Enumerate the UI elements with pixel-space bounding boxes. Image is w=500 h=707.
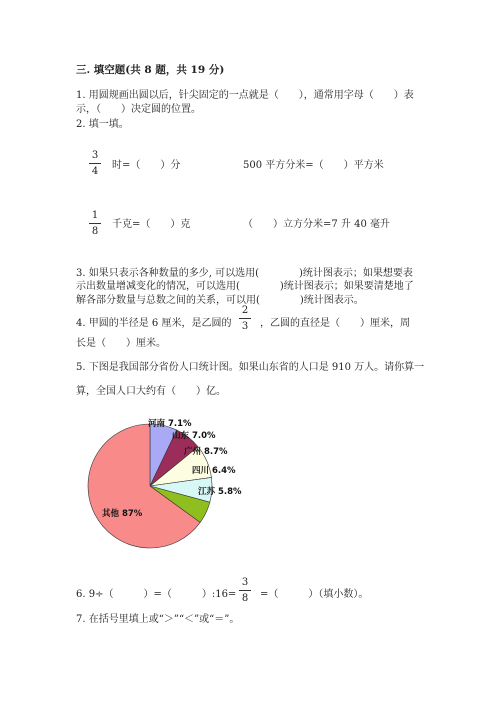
pie-slice-label-1: 山东 7.0% — [172, 431, 216, 441]
pie-slice-label-3: 四川 6.4% — [192, 466, 236, 476]
question-6-text-1: 6. 9÷（ ）=（ ）:16= — [76, 589, 237, 600]
question-6-text-2: =（ ）（填小数）。 — [260, 589, 369, 600]
question-5-line-2: 算，全国人口大约有（ ）亿。 — [76, 386, 226, 397]
question-2-item-4: （ ）立方分米=7 升 40 毫升 — [243, 219, 391, 230]
question-7-line-1: 7. 在括号里填上或“＞”“＜”或“＝”。 — [76, 614, 240, 625]
question-4-line-2: 长是（ ）厘米。 — [76, 338, 166, 349]
question-2-fraction-2 — [88, 211, 102, 237]
question-4-text-2: ，乙圆的直径是（ ）厘米，周 — [260, 318, 410, 329]
pie-slice-label-0: 河南 7.1% — [148, 419, 192, 429]
pie-slice-label-2: 广州 8.7% — [184, 447, 228, 457]
question-3-line-2: 示出数量增减变化的情况，可以选用( )统计图表示；如果要清楚地了 — [76, 281, 414, 292]
fraction-denominator: 3 — [241, 321, 249, 332]
fraction-numerator: 3 — [241, 577, 249, 588]
fraction-numerator: 3 — [91, 150, 99, 161]
fraction-denominator: 4 — [91, 166, 99, 177]
question-6-fraction — [238, 578, 252, 604]
pie-slice-label-5: 其他 87% — [102, 509, 143, 519]
question-2-heading: 2. 填一填。 — [76, 119, 129, 130]
question-1-line-1: 1. 用圆规画出圆以后，针尖固定的一点就是（ ），通常用字母（ ）表 — [76, 90, 414, 101]
pie-slice-label-4: 江苏 5.8% — [198, 487, 242, 497]
fraction-denominator: 8 — [91, 226, 99, 237]
question-1-line-2: 示，（ ）决定圆的位置。 — [76, 104, 201, 115]
question-2-fraction-1 — [88, 151, 102, 177]
question-3-line-1: 3. 如果只表示各种数量的多少, 可以选用( )统计图表示；如果想要表 — [76, 268, 413, 279]
question-5-line-1: 5. 下图是我国部分省份人口统计图。如果山东省的人口是 910 万人。请你算一 — [76, 362, 425, 373]
fraction-numerator: 1 — [91, 210, 99, 221]
question-4-fraction — [238, 306, 252, 332]
question-2-item-1: 时=（ ）分 — [112, 160, 181, 171]
question-3-line-3: 解各部分数量与总数之间的关系，可以用( )统计图表示。 — [76, 295, 364, 306]
question-2-item-3: 千克=（ ）克 — [112, 219, 191, 230]
question-2-item-2: 500 平方分米=（ ）平方米 — [243, 160, 384, 171]
question-4-text-1: 4. 甲圆的半径是 6 厘米，是乙圆的 — [76, 318, 232, 329]
fraction-numerator: 2 — [241, 305, 249, 316]
fraction-denominator: 8 — [241, 593, 249, 604]
population-pie-chart — [80, 408, 280, 558]
section-title: 三. 填空题(共 8 题，共 19 分) — [76, 64, 225, 76]
